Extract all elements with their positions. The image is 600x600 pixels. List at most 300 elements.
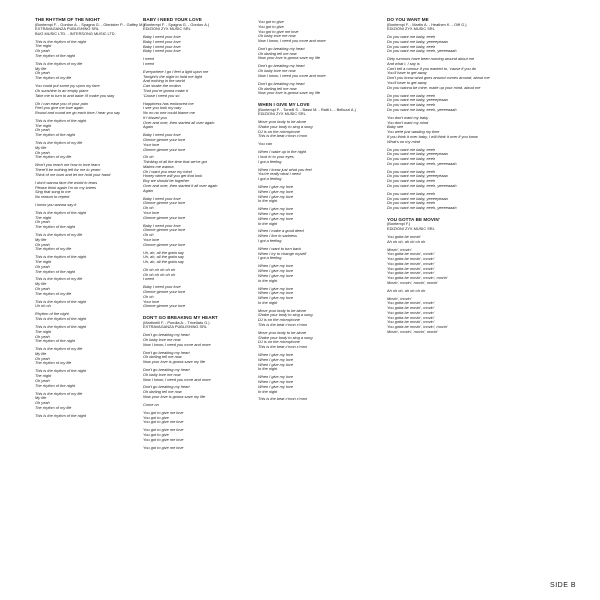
lyric-line: Movin', movin', movin', movin' [387, 328, 438, 334]
lyric-line: Baby I need your love [143, 222, 181, 228]
lyric-line: Move your body to be alone [258, 307, 307, 313]
lyric-line: When I give my love [258, 193, 294, 199]
lyric-line: Oh yeah [35, 400, 50, 406]
lyric-stanza [143, 268, 261, 282]
lyric-line: What's on my mind [387, 138, 420, 144]
lyric-line: Gimme gimme your love [143, 227, 186, 233]
lyric-line: DJ is on the microphone [258, 128, 300, 134]
song-credit: BUG MUSIC LTD. - INTERSONG MUSIC LTD. [35, 31, 116, 36]
lyric-line: When I give my love [258, 184, 294, 190]
lyric-stanza [387, 192, 505, 211]
lyric-line: Oh yeah [35, 377, 50, 383]
lyric-stanza [258, 331, 376, 350]
song-lyrics [258, 120, 376, 402]
lyric-line: Move your body to be alone [258, 329, 307, 335]
side-label: SIDE B [550, 582, 576, 589]
song-lyrics [387, 235, 505, 335]
lyric-line: In the night [258, 299, 278, 305]
lyric-line: There'll be nothing left for me to yearn [35, 167, 101, 173]
lyric-line: Shake your body to sing a song [258, 312, 313, 318]
lyric-line: When I want to turn back [258, 245, 302, 251]
lyric-line: When I give my love [258, 361, 294, 367]
lyric-line: When I give my love [258, 263, 294, 269]
lyric-line: Oh yeah [35, 241, 50, 247]
lyric-line: You don't want my mind [387, 119, 429, 125]
lyric-line: You gotta be movin', movin' [387, 270, 435, 276]
lyric-line: Your love [143, 141, 160, 147]
lyric-line: Tonight's the night to hold me tight [143, 73, 202, 79]
song-credit: EXTRAVAGANZA PUBLISHING SRL [143, 324, 208, 330]
song-credit: (Martinelli F. - Pundia A. - Trivellato G.) [143, 319, 210, 325]
lyric-line: Oh yeah [35, 149, 50, 155]
lyric-line: Don't you know what goes around comes around, about me [387, 75, 490, 81]
lyric-line: Makes me wanna [143, 163, 174, 169]
lyric-line: Now your love is gonna save my life [258, 55, 321, 61]
lyric-line: Oh yeah [35, 127, 50, 133]
lyric-line: Shake your body to sing a song [258, 334, 313, 340]
lyric-line: You got to give [258, 23, 284, 29]
lyric-stanza [143, 446, 261, 451]
lyric-line: Don't go breaking my heart [258, 80, 305, 86]
lyric-line: When I give my love [258, 272, 294, 278]
lyric-line: Baby I need your love [143, 48, 181, 54]
lyric-line: The rhythm of my life [35, 404, 72, 410]
lyric-line: Oh oh [143, 205, 154, 211]
lyric-stanza [35, 181, 153, 200]
lyric-line: The rhythm of the night [35, 382, 76, 388]
lyric-line: You got to give me love [258, 28, 299, 34]
lyric-line: In the night [258, 277, 278, 283]
lyric-stanza [387, 235, 505, 245]
lyric-line: Gimme gimme your love [143, 137, 186, 142]
lyric-line: This is the rhythm of the night [35, 412, 87, 418]
lyric-line: Again [143, 124, 153, 130]
song-title: BABY I NEED YOUR LOVE [143, 17, 202, 22]
lyric-line: Do you want me baby, eeeh, yeeeeaaah [387, 48, 457, 54]
lyric-line: Do you wanna be mine, make up your mind, about me [387, 84, 481, 90]
lyric-stanza [258, 397, 376, 402]
lyric-line: Gimme gimme your love [143, 146, 186, 152]
lyric-line: I got a feeling [258, 176, 282, 182]
lyric-stanza [143, 70, 261, 99]
lyric-line: You'll have to get away [387, 79, 427, 85]
lyric-line: Uh oh oh [35, 303, 51, 309]
song-title: DON'T GO BREAKING MY HEART [143, 315, 218, 321]
lyric-line: You were just wasting my time [387, 129, 440, 135]
lyric-line: Oh oh oh oh oh oh [143, 266, 176, 272]
lyric-line: Baby see [387, 124, 404, 130]
lyric-line: My life [35, 395, 47, 401]
lyric-line: Movin', movin', movin', movin' [387, 279, 438, 285]
lyric-line: Move your body to be alone [258, 119, 307, 125]
lyric-line: When I know just what you feel [258, 166, 312, 172]
lyric-line: You gotta be movin', movin' [387, 256, 435, 262]
lyric-line: You don't want my baby [387, 114, 429, 120]
lyric-line: When I give my love [258, 379, 294, 384]
song-block [35, 17, 153, 419]
song-credit: EDIZIONI ZYX MUSIC SRL [387, 26, 435, 32]
lyric-stanza [258, 64, 376, 78]
song-credit: (Bontempi F. - Tonelli S. - Bassi M. - Ratti L. - Belluzzi A.) [258, 106, 356, 112]
lyric-line: Baby I need your love [143, 34, 181, 39]
lyric-line: The rhythm of the night [35, 52, 76, 58]
lyrics-column-3 [258, 17, 376, 408]
lyric-line: I see you look my way [143, 105, 182, 111]
lyric-line: When I give my love [258, 383, 294, 389]
lyric-line: Uh, ah, all the gotta say [143, 259, 184, 264]
lyric-line: Don't go breaking my heart [143, 367, 190, 372]
lyric-line: The rhythm of my life [35, 75, 72, 81]
lyric-line: Everywhere I go I feel a light upon me [143, 68, 209, 74]
lyric-stanza [35, 203, 153, 208]
lyric-line: Now I know, I need you more and more [143, 341, 211, 347]
lyric-line: My life [35, 65, 47, 71]
song-block [143, 315, 261, 450]
lyric-line: The rhythm of the night [35, 338, 76, 344]
lyric-line: I got a feeling [258, 237, 282, 243]
lyric-line: Oh yeah [35, 285, 50, 291]
lyric-line: DJ is on the microphone [258, 339, 300, 345]
lyric-line: Do you want me baby, eeeh [387, 178, 436, 184]
lyric-line: Now I know, I need you more and more [258, 38, 326, 43]
lyric-line: Your love [143, 209, 160, 215]
lyric-stanza [387, 148, 505, 167]
lyric-line: In the night [258, 388, 278, 394]
lyric-stanza [35, 119, 153, 138]
lyric-line: Oh darling tell me now [143, 389, 182, 395]
lyric-line: Now I know, I need you more and more [143, 376, 211, 382]
lyric-line: Gimme gimme your love [143, 200, 186, 206]
lyric-line: Do you want me baby, yeeeeyeaaa [387, 173, 448, 179]
lyric-line: This is the rhythm of my life [35, 390, 83, 396]
lyric-line: And nothing in the world [143, 78, 185, 84]
lyric-line: I need [143, 56, 154, 62]
lyric-line: You got to give me love [143, 409, 184, 415]
lyric-line: When I give my love [258, 206, 294, 212]
lyric-line: Do you want me baby, eeeh [387, 92, 436, 98]
lyric-line: Boy we should be together [143, 178, 190, 184]
lyric-stanza [387, 35, 505, 54]
lyric-line: This is the beat c'mon c'mon [258, 344, 308, 350]
lyric-line: You got to give me love [143, 419, 184, 425]
lyric-stanza [387, 248, 505, 286]
lyric-stanza [143, 411, 261, 425]
lyric-line: In the night [258, 198, 278, 204]
lyric-line: You gotta be movin', movin' [387, 260, 435, 266]
lyric-stanza [35, 325, 153, 344]
lyric-line: This is the rhythm of my life [35, 276, 83, 282]
lyric-line: I know you wanna say it [35, 201, 77, 207]
lyric-line: Please think again I'm on my knees [35, 184, 97, 190]
lyric-stanza [258, 185, 376, 204]
lyric-stanza [35, 141, 153, 160]
lyric-stanza [387, 297, 505, 335]
lyric-line: You could put some joy upon my face [35, 83, 100, 89]
lyric-line: In the night [258, 366, 278, 372]
lyric-stanza [35, 392, 153, 411]
lyric-stanza [143, 351, 261, 365]
lyric-line: This is the rhythm of my life [35, 346, 83, 352]
lyric-line: Do you want me baby, eeeh [387, 146, 436, 152]
lyrics-column-4 [387, 17, 505, 341]
lyric-line: Oh yeah [35, 219, 50, 225]
song-title: DO YOU WANT ME [387, 17, 429, 22]
lyric-line: When I give my love [258, 356, 294, 362]
lyric-line: This is the rhythm of the night [35, 117, 87, 123]
lyric-line: Do you want me baby, yeeeeyeaaa [387, 38, 448, 44]
lyric-line: In the night [258, 220, 278, 226]
lyric-line: Again [143, 187, 153, 193]
lyric-line: Do you want me baby, eeeh, yeeeeaaah [387, 106, 457, 112]
lyric-stanza [143, 368, 261, 382]
lyric-line: When I make a good deed [258, 228, 304, 234]
lyric-line: You got to give [143, 432, 169, 437]
lyric-line: Baby I need your love [143, 38, 181, 44]
lyric-line: I need [143, 60, 154, 66]
lyric-line: This is the rhythm of my life [35, 60, 83, 66]
lyric-line: The rhythm of my life [35, 360, 72, 366]
lyric-stanza [143, 35, 261, 54]
lyric-line: Gimme gimme your love [143, 303, 186, 309]
lyric-line: Honey where will you get that look [143, 173, 203, 179]
song-title: THE RHYTHM OF THE NIGHT [35, 17, 100, 22]
lyric-stanza [143, 155, 261, 193]
lyric-stanza [387, 170, 505, 189]
lyric-line: Can shake the motion [143, 83, 181, 89]
lyric-line: No no no one could blame me [143, 110, 195, 116]
lyric-line: Gimme gimme your love [143, 289, 186, 295]
lyric-stanza [35, 211, 153, 230]
lyric-line: Oh yeah [35, 263, 50, 269]
lyric-line: Do you want me baby, eeeh, yeeeeaaah [387, 205, 457, 211]
lyric-line: If you think it over baby, I will think it over if you know [387, 133, 478, 139]
lyric-stanza [258, 120, 376, 139]
lyric-line: I got a feeling [258, 255, 282, 261]
lyric-line: Do you want me baby, yeeeeyeaaa [387, 151, 448, 157]
lyric-line: Baby I need your love [143, 43, 181, 49]
lyrics-column-2 [143, 17, 261, 456]
lyric-line: The night [35, 122, 52, 128]
lyric-line: Do you want me baby, eeeh [387, 102, 436, 108]
lyric-line: Now I know, I need you more and more [258, 72, 326, 78]
lyric-line: Do you want me baby, eeeh, yeeeeaaah [387, 160, 457, 166]
lyric-line: Oh I can ease you of your pain [35, 100, 88, 106]
lyric-line: You can [258, 141, 273, 147]
lyric-line: Oh darling tell me now [143, 354, 182, 360]
lyric-stanza [258, 229, 376, 243]
song-lyrics [258, 20, 376, 96]
lyric-stanza [258, 142, 376, 147]
lyric-line: Oh yeah [35, 333, 50, 339]
song-block [387, 217, 505, 335]
lyric-line: This is the rhythm of my life [35, 140, 83, 146]
lyric-stanza [143, 385, 261, 399]
lyric-line: The rhythm of my life [35, 246, 72, 252]
lyric-line: This is the beat c'mon c'mon [258, 133, 308, 139]
lyric-line: Do you want me baby, yeeeeyeaaa [387, 195, 448, 201]
lyric-line: 'Cause I need you so [143, 92, 180, 98]
lyric-line: When I give my love [258, 215, 294, 221]
lyric-stanza [143, 428, 261, 442]
lyric-line: You got to give [258, 19, 284, 24]
lyric-line: When I give my love [258, 188, 294, 194]
lyric-line: When I give my love [258, 295, 294, 300]
lyric-stanza [35, 312, 153, 322]
lyric-line: You're really what I need [258, 171, 301, 177]
lyric-stanza [35, 62, 153, 81]
lyric-line: The night [35, 43, 52, 49]
lyric-line: Baby I need your love [143, 132, 181, 138]
lyric-line: You got to give me love [143, 427, 184, 433]
lyric-line: Don't go breaking my heart [258, 63, 305, 69]
lyric-stanza [143, 251, 261, 265]
lyric-stanza [258, 247, 376, 261]
lyric-line: You gotta be movin' [387, 233, 422, 239]
lyric-stanza [258, 150, 376, 164]
lyric-stanza [143, 224, 261, 248]
lyric-line: You gotta be movin', movin' [387, 309, 435, 315]
lyric-line: Do you want me baby, eeeh [387, 34, 436, 39]
lyric-line: When I give my love [258, 352, 294, 358]
lyric-line: Now your love is gonna save my life [143, 359, 206, 365]
lyric-line: Oh oh [143, 154, 154, 160]
lyric-line: This is the rhythm of the night [35, 254, 87, 260]
lyric-line: Gimme gimme your love [143, 241, 186, 247]
song-credit: EDIZIONI ZYX MUSIC SRL [387, 226, 435, 232]
lyric-stanza [143, 333, 261, 347]
song-block [258, 20, 376, 96]
lyric-line: Happiness has embraced me [143, 100, 194, 106]
lyric-line: This is the rhythm of the night [35, 209, 87, 215]
lyric-line: Over and over, then started all over again [143, 119, 215, 125]
lyric-line: When I give my love [258, 211, 294, 216]
lyric-line: Won't you teach me how to love learn [35, 162, 100, 168]
lyric-stanza [258, 264, 376, 283]
lyric-line: Oh darling tell me now [258, 50, 297, 56]
lyric-line: This is the rhythm of the night [35, 38, 87, 44]
lyric-stanza [35, 255, 153, 274]
song-title: YOU GOTTA BE MOVIN' [387, 216, 440, 222]
lyric-stanza [258, 353, 376, 372]
lyric-line: Dirty rumours have been running around about me [387, 56, 475, 62]
lyric-line: This is the beat c'mon c'mon [258, 321, 308, 327]
song-block [387, 17, 505, 211]
lyric-line: When I give my love [258, 290, 294, 296]
lyric-line: You gotta be movin', movin' [387, 251, 435, 257]
lyric-line: Don't go breaking my heart [143, 384, 190, 390]
song-credit: (Bontempi F. - Spagna G. - Gordon A.) [143, 21, 210, 27]
lyric-line: The rhythm of the night [35, 132, 76, 138]
song-credit: (Bontempi F. - Gordon A. - Spagna G. - Glenister P. - Gaffey M.) [35, 21, 145, 27]
lyric-line: The night [35, 259, 52, 265]
lyric-line: No reason to repent [35, 194, 70, 200]
song-credit: EDIZIONI ZYX MUSIC SRL [143, 26, 191, 32]
lyric-line: Do you want me baby, eeeh, yeeeeaaah [387, 182, 457, 188]
lyric-line: Oh yeah [35, 355, 50, 361]
lyric-line: Take me to turn to and babe I'll make you stay [35, 92, 115, 98]
lyric-line: This is the rhythm of the night [35, 298, 87, 304]
lyric-line: Movin', movin' [387, 295, 412, 301]
lyric-line: You gotta be movin', movin' [387, 314, 435, 320]
lyric-stanza [143, 285, 261, 309]
song-lyrics [143, 333, 261, 450]
lyric-stanza [258, 207, 376, 226]
song-lyrics [35, 40, 153, 419]
song-block [258, 102, 376, 402]
lyric-line: Rhythm of the night [35, 311, 69, 317]
lyric-stanza [258, 47, 376, 61]
lyric-line: You'll have to get away [387, 70, 427, 76]
lyric-stanza [35, 84, 153, 98]
lyric-line: Uh, ah, all the gotta say [143, 249, 184, 255]
lyric-stanza [143, 133, 261, 152]
lyrics-column-1 [35, 17, 153, 425]
lyric-line: Do you want me baby, eeeh [387, 190, 436, 196]
lyric-line: Ah oh oh, ah oh oh oh [387, 287, 426, 293]
lyric-line: You gotta be movin', movin' [387, 300, 435, 306]
song-title: WHEN I GIVE MY LOVE [258, 102, 310, 108]
lyric-line: That you're gonna make it [143, 87, 188, 93]
lyric-line: Oh baby love me now [143, 371, 181, 377]
lyric-line: Thinking of all the time that we've got [143, 159, 207, 165]
lyric-line: Do you want me baby, yeeeeyeaaa [387, 97, 448, 103]
lyric-line: If I kissed you [143, 114, 167, 120]
lyric-line: Shake your body to sing a song [258, 123, 313, 129]
lyric-line: Oh yeah [35, 70, 50, 76]
lyric-line: When I give my love [258, 285, 294, 291]
lyric-line: You got to give me love [143, 436, 184, 442]
lyric-line: Now your love is gonna save my life [258, 90, 321, 96]
song-credit: (Bontempi F. - Martin A. - Heathen K. - Olff G.) [387, 21, 467, 27]
lyric-line: Do you want me baby, eeeh [387, 168, 436, 174]
lyric-line: DJ is on the microphone [258, 317, 300, 323]
lyric-line: When I live in sadness [258, 233, 297, 239]
song-block [143, 17, 261, 309]
lyric-line: Don't go breaking my heart [143, 349, 190, 355]
lyric-line: Movin', movin' [387, 246, 412, 252]
lyric-line: I need [143, 276, 154, 282]
lyric-line: Do you want me baby, eeeh [387, 156, 436, 161]
song-lyrics [143, 35, 261, 309]
lyric-line: The night [35, 328, 52, 334]
lyric-line: Baby I need your love [143, 284, 181, 290]
lyric-line: And what I, I say is [387, 60, 420, 66]
lyric-line: My life [35, 236, 47, 242]
lyric-line: Uh, ah, all the gotta say [143, 254, 184, 260]
lyric-line: Baby I need your love [143, 195, 181, 201]
lyric-line: My life [35, 350, 47, 356]
lyric-stanza [143, 197, 261, 221]
lyric-line: You gotta be movin', movin' [387, 265, 435, 271]
lyric-stanza [35, 300, 153, 310]
lyric-line: Oh I want you near my mind [143, 168, 192, 174]
lyric-line: I got a feeling [258, 158, 282, 164]
lyric-line: My life [35, 144, 47, 150]
lyric-line: Oh oh [143, 293, 154, 299]
song-credit: (Bontempi F.) [387, 221, 411, 227]
lyric-stanza [387, 289, 505, 294]
lyric-line: Now your love is gonna save my life [143, 393, 206, 399]
lyric-stanza [258, 20, 376, 44]
lyric-line: Oh oh oh oh oh oh [143, 271, 176, 277]
lyric-line: When I give my love [258, 374, 294, 380]
lyric-stanza [387, 94, 505, 113]
lyric-line: Think of me burn and let me hold your hand [35, 171, 111, 177]
lyric-line: When I wake up in the night [258, 149, 307, 155]
lyric-line: Don't go breaking my heart [143, 332, 190, 338]
lyric-line: The rhythm of the night [35, 224, 76, 230]
lyric-line: Your love [143, 236, 160, 242]
